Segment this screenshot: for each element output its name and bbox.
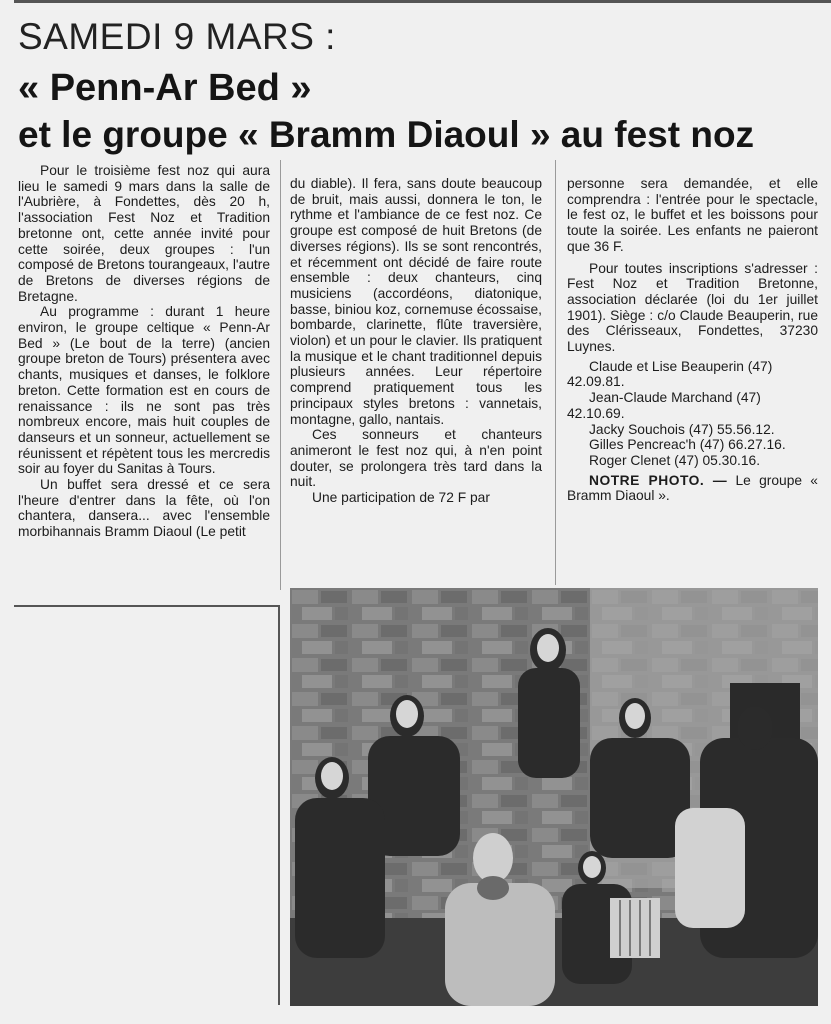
contact-item: Roger Clenet (47) 05.30.16. [589, 452, 761, 468]
photo-caption [567, 473, 818, 504]
paragraph: Ces sonneurs et chanteurs animeront le fest noz qui, à n'en point douter, se prolongera très tard dans la nuit. [290, 427, 542, 490]
paragraph: personne sera demandée, et elle comprendra : l'entrée pour le spectacle, le fest oz, le buffet et les boissons pour toute la soirée. Les enfants ne paieront que 36 F. [567, 176, 818, 254]
headline-line-2: et le groupe « Bramm Diaoul » au fest noz [18, 114, 755, 155]
paragraph: du diable). Il fera, sans doute beaucoup de bruit, mais aussi, donnera le ton, le rythme et l'ambiance de ce fest noz. Ce groupe est composé de huit Bretons (de diverses régions). Ils se sont rencontrés, et récemment ont décidé de faire route ensemble : deux chanteurs, cinq musiciens (accordéons, diatonique, basse, biniou koz, cornemuse écossaise, bombarde, clarinette, flûte traversière, violon) et un pour le clavier. Ils pratiquent la musique et le chant traditionnel depuis plusieurs années. Leur répertoire comprend pratiquement tous les principaux styles bretons : vannetais, montagne, gallo, nantais. [290, 176, 542, 427]
paragraph: Au programme : durant 1 heure environ, le groupe celtique « Penn-Ar Bed » (Le bout de la terre) (ancien groupe breton de Tours) présentera avec chants, musiques et danses, le folklore breton. Cette formation est en cours de renaissance : ils ne sont pas très nombreux encore, mais huit couples de danseurs et un sonneur, actuellement se réunissent et répètent tous les mercredis soir au foyer du Sanitas à Tours. [18, 304, 270, 477]
contact-item: Claude et Lise Beauperin (47) 42.09.81. [567, 358, 773, 390]
article-column-2 [290, 176, 542, 506]
photo-frame-top [14, 605, 280, 607]
headline-line-1: « Penn-Ar Bed » [18, 67, 312, 109]
paragraph: Pour toutes inscriptions s'adresser : Fest Noz et Tradition Bretonne, association déclarée (loi du 1er juillet 1901). Siège : c/o Claude Beauperin, rue des Clérisseaux, Fondettes, 37230 Luynes. [567, 260, 818, 355]
column-divider-1 [280, 160, 281, 590]
photo-frame-left [278, 605, 280, 1005]
top-rule [14, 0, 831, 3]
date-kicker: SAMEDI 9 MARS : [18, 16, 336, 57]
group-photo-illustration [290, 588, 818, 1006]
group-photo-icon [290, 588, 818, 1006]
photo-caption-label: NOTRE PHOTO. — [589, 472, 728, 488]
photo-caption-text: Le groupe « Bramm Diaoul ». [567, 472, 818, 504]
article-column-3 [567, 176, 818, 504]
contact-item: Gilles Pencreac'h (47) 66.27.16. [589, 437, 786, 453]
contact-list [567, 359, 818, 469]
article-column-1 [18, 163, 270, 540]
paragraph: Un buffet sera dressé et ce sera l'heure d'entrer dans la fête, où l'on chantera, dansera... avec l'ensemble morbihannais Bramm Diaoul (Le petit [18, 477, 270, 540]
paragraph: Une participation de 72 F par [312, 490, 490, 506]
paragraph: Pour le troisième fest noz qui aura lieu le samedi 9 mars dans la salle de l'Aubrière, à Fondettes, dès 20 h, l'association Fest Noz et Tradition bretonne ont, cette année invité pour cette soirée, deux groupes : l'un composé de Bretons tourangeaux, l'autre de Bretons de diverses régions de Bretagne. [18, 163, 270, 304]
column-divider-2 [555, 160, 556, 585]
contact-item: Jacky Souchois (47) 55.56.12. [589, 421, 775, 437]
contact-item: Jean-Claude Marchand (47) 42.10.69. [567, 390, 761, 421]
